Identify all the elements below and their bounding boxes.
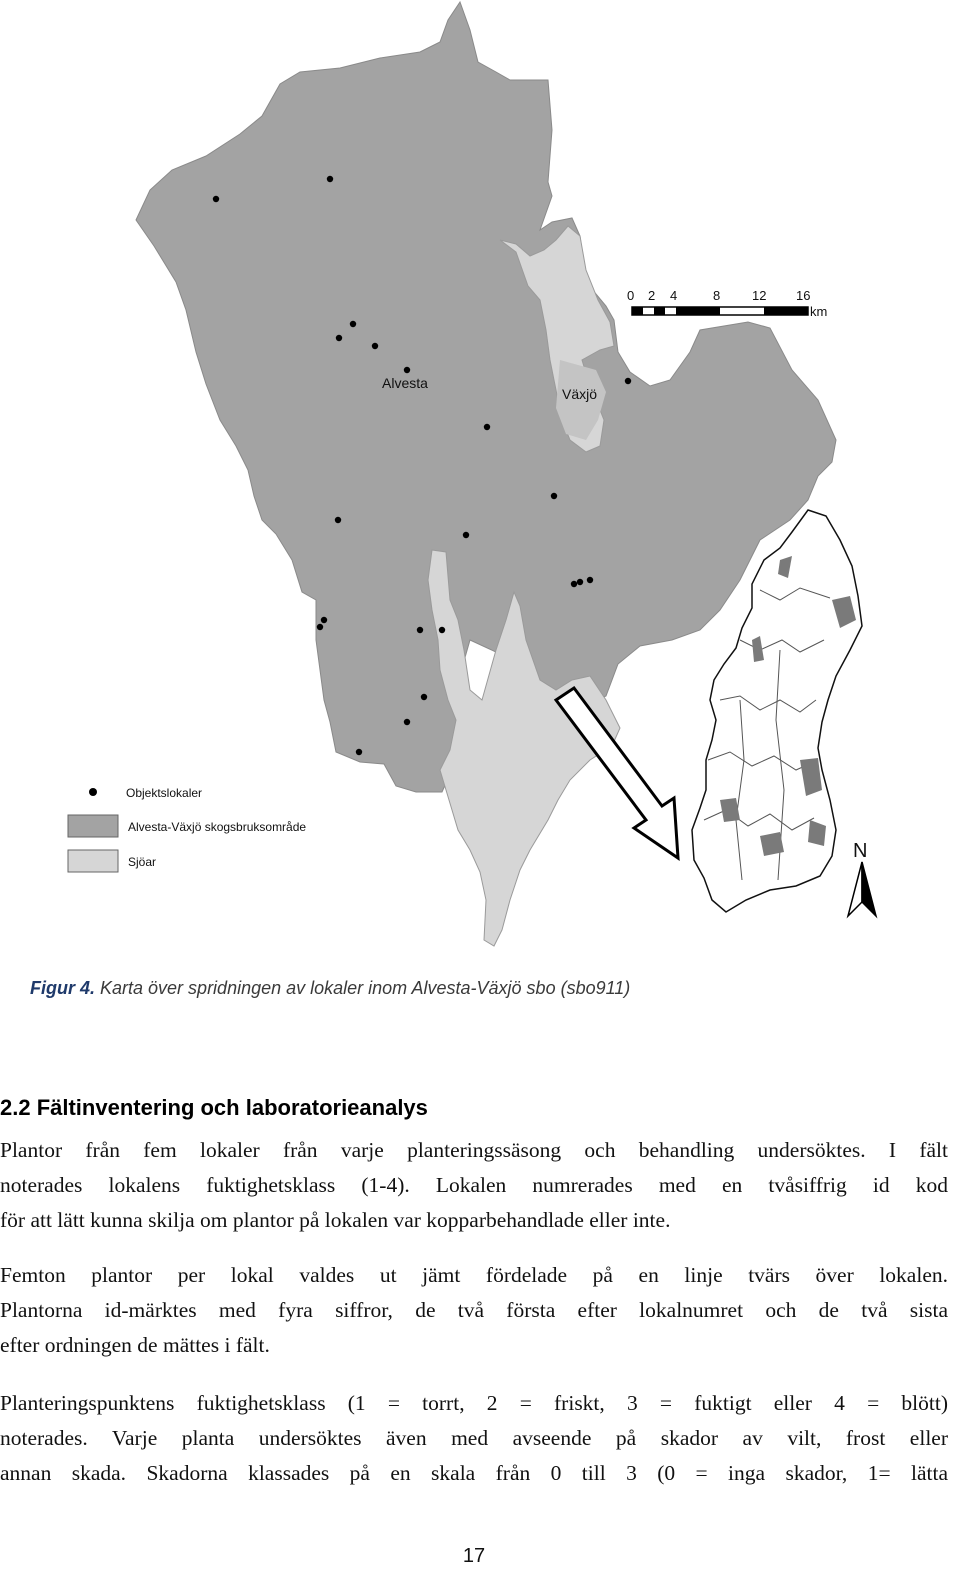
paragraph-3: [0, 1386, 948, 1491]
scale-tick-label: 12: [752, 288, 767, 303]
locality-point: [335, 517, 341, 523]
locality-point: [404, 367, 410, 373]
locality-point: [421, 694, 427, 700]
map-legend: [68, 786, 306, 872]
scale-tick-label: 0: [627, 288, 635, 303]
legend-area-swatch: [68, 815, 118, 837]
legend-point-symbol: [89, 788, 97, 796]
city-label-alvesta: Alvesta: [382, 375, 428, 391]
locality-point: [551, 493, 557, 499]
paragraph-line: noterades lokalens fuktighetsklass (1-4). Lokalen numrerades med en tvåsiffrig id kod: [0, 1173, 948, 1197]
paragraph-line: Planteringspunktens fuktighetsklass (1 = torrt, 2 = friskt, 3 = fuktigt eller 4 = blött): [0, 1391, 948, 1415]
locality-point: [336, 335, 342, 341]
locality-point: [404, 719, 410, 725]
scale-bar: [627, 288, 827, 319]
paragraph-line: efter ordningen de mättes i fält.: [0, 1333, 270, 1357]
paragraph-line: noterades. Varje planta undersöktes även med avseende på skador av vilt, frost eller: [0, 1426, 948, 1450]
paragraph-line: för att lätt kunna skilja om plantor på lokalen var kopparbehandlade eller inte.: [0, 1208, 671, 1232]
figure-caption: [30, 978, 630, 999]
locality-point: [356, 749, 362, 755]
scale-unit-label: km: [810, 304, 828, 319]
locality-point: [350, 321, 356, 327]
scale-tick-label: 16: [796, 288, 811, 303]
locality-point: [213, 196, 219, 202]
locality-point: [417, 627, 423, 633]
paragraph-line: Plantor från fem lokaler från varje planteringssäsong och behandling undersöktes. I fält: [0, 1138, 948, 1162]
locality-point: [439, 627, 445, 633]
paragraph-line: annan skada. Skadorna klassades på en skala från 0 till 3 (0 = inga skador, 1= lätta: [0, 1461, 948, 1485]
north-label: N: [853, 840, 868, 862]
north-arrow-icon: [848, 840, 876, 916]
paragraph-line: Plantorna id-märktes med fyra siffror, de två första efter lokalnumret och de två sista: [0, 1298, 948, 1322]
locality-point: [372, 343, 378, 349]
legend-area-label: Alvesta-Växjö skogsbruksområde: [128, 820, 307, 834]
legend-points-label: Objektslokaler: [126, 786, 203, 800]
paragraph-line: Femton plantor per lokal valdes ut jämt fördelade på en linje tvärs över lokalen.: [0, 1263, 948, 1287]
legend-lakes-swatch: [68, 850, 118, 872]
locality-point: [484, 424, 490, 430]
locality-point: [321, 617, 327, 623]
locality-point: [327, 176, 333, 182]
figure-caption-label: Figur 4.: [30, 978, 96, 998]
figure-caption-text: Karta över spridningen av lokaler inom Alvesta-Växjö sbo (sbo911): [95, 978, 631, 998]
scale-tick-label: 2: [648, 288, 656, 303]
locality-point: [463, 532, 469, 538]
paragraph-2: [0, 1258, 948, 1363]
paragraph-1: [0, 1133, 948, 1238]
scale-tick-label: 8: [713, 288, 721, 303]
locality-point: [571, 581, 577, 587]
locality-point: [317, 624, 323, 630]
city-label-vaxjo: Växjö: [562, 386, 598, 402]
locality-point: [577, 579, 583, 585]
section-heading: 2.2 Fältinventering och laboratorieanalys: [0, 1095, 428, 1120]
scale-tick-label: 4: [670, 288, 678, 303]
legend-lakes-label: Sjöar: [128, 855, 157, 869]
locality-point: [625, 378, 631, 384]
page-number: 17: [462, 1545, 486, 1567]
locality-point: [587, 577, 593, 583]
